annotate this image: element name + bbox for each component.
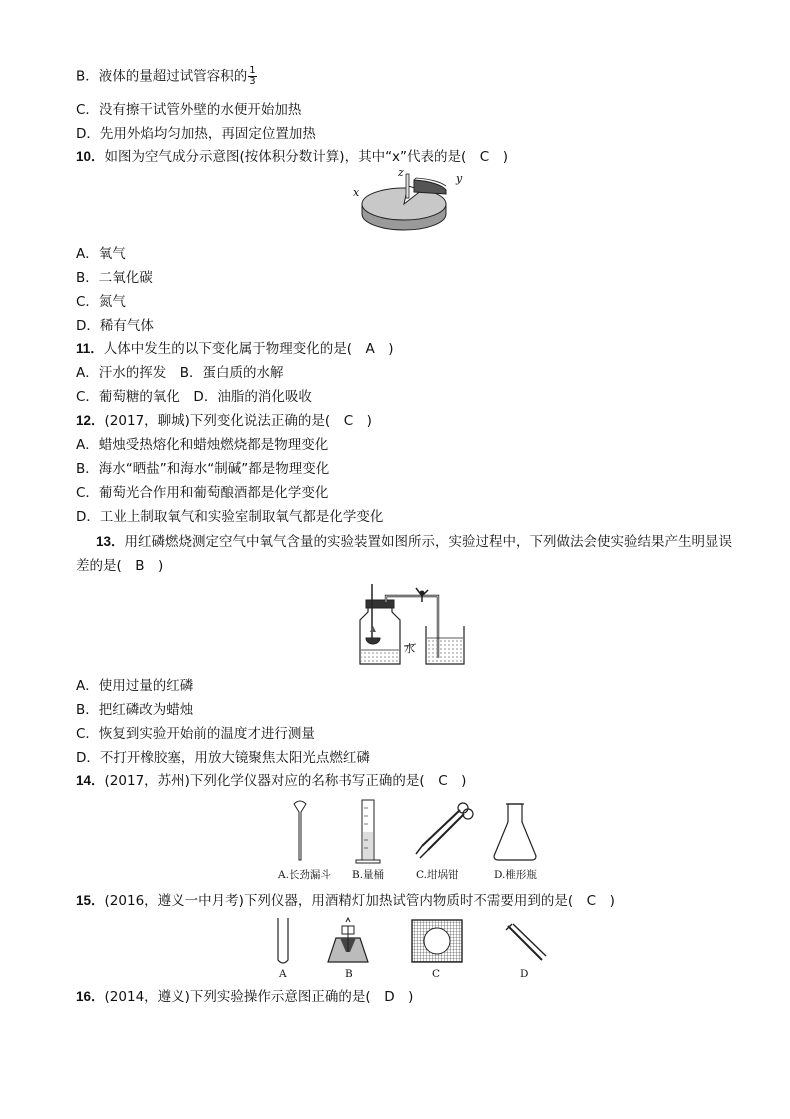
q13-option-b: B．把红磷改为蜡烛: [76, 702, 194, 718]
q10-option-a: A．氧气: [76, 246, 126, 262]
fig-label-x: x: [353, 186, 360, 199]
q9-option-b: [76, 66, 257, 87]
q13-stem-text: 用红磷燃烧测定空气中氧气含量的实验装置如图所示，实验过程中，下列做法会使实验结果产生明显误: [124, 534, 733, 550]
fig-label-y: y: [456, 172, 463, 185]
caption-b: B: [345, 968, 353, 980]
q13-option-d: D．不打开橡胶塞，用放大镜聚焦太阳光点燃红磷: [76, 750, 370, 766]
q12-number: 12．: [76, 413, 105, 428]
fraction: [248, 66, 256, 87]
q11-options-ab: A．汗水的挥发 B．蛋白质的水解: [76, 365, 284, 381]
q10-number: 10．: [76, 149, 105, 164]
q9-option-d: D．先用外焰均匀加热，再固定位置加热: [76, 126, 316, 142]
q10-stem-text: 如图为空气成分示意图(按体积分数计算)，其中“x”代表的是( C ): [104, 149, 509, 165]
test-tube-holder-icon: [506, 924, 546, 960]
q16-number: 16．: [76, 989, 105, 1004]
q13-number: 13．: [96, 534, 125, 549]
caption-c: C: [432, 968, 441, 980]
q12-option-a: A．蜡烛受热熔化和蜡烛燃烧都是物理变化: [76, 437, 329, 453]
q10-option-c: C．氮气: [76, 294, 126, 310]
long-neck-funnel-icon: [294, 801, 306, 860]
fig-label-water: 水: [404, 642, 415, 655]
q15-instruments-figure: [270, 916, 550, 968]
caption-a-funnel: A.长劲漏斗: [278, 869, 331, 881]
q10-option-d: D．稀有气体: [76, 318, 154, 334]
fig-label-z: z: [398, 166, 404, 179]
fraction-numerator: 1: [249, 65, 256, 76]
q15-stem: [76, 892, 615, 910]
caption-b-cylinder: B.量桶: [352, 869, 385, 881]
q10-stem: [76, 148, 508, 166]
test-tube-icon: [278, 918, 288, 963]
q14-stem-text: (2017，苏州)下列化学仪器对应的名称书写正确的是( C ): [104, 773, 467, 789]
q15-stem-text: (2016，遵义一中月考)下列仪器，用酒精灯加热试管内物质时不需要用到的是( C ): [104, 893, 615, 909]
q14-number: 14．: [76, 773, 105, 788]
q16-stem-text: (2014，遵义)下列实验操作示意图正确的是( D ): [104, 989, 414, 1005]
q13-option-c: C．恢复到实验开始前的温度才进行测量: [76, 726, 315, 742]
q12-option-d: D．工业上制取氧气和实验室制取氧气都是化学变化: [76, 509, 384, 525]
q13-option-a: A．使用过量的红磷: [76, 678, 194, 694]
q11-number: 11．: [76, 341, 104, 356]
graduated-cylinder-icon: [356, 800, 380, 863]
q14-instruments-figure: [280, 796, 550, 866]
fraction-denominator: 3: [249, 76, 256, 87]
q10-option-b: B．二氧化碳: [76, 270, 153, 286]
alcohol-lamp-icon: [328, 918, 368, 962]
q9-option-b-text: B．液体的量超过试管容积的: [76, 68, 248, 85]
red-phosphorus-apparatus-figure: [352, 580, 472, 670]
q12-stem-text: (2017，聊城)下列变化说法正确的是( C ): [104, 413, 372, 429]
q13-stem-line2: 差的是( B ): [76, 558, 164, 574]
q15-number: 15．: [76, 893, 105, 908]
q11-stem-text: 人体中发生的以下变化属于物理变化的是( A ): [103, 341, 394, 357]
caption-a: A: [279, 968, 287, 980]
caption-d: D: [520, 968, 529, 980]
crucible-tongs-icon: [416, 803, 473, 858]
q14-stem: [76, 772, 466, 790]
conical-flask-icon: [494, 804, 536, 860]
q12-stem: [76, 412, 372, 430]
q11-stem: [76, 340, 394, 358]
caption-c-tongs: C.坩埚钳: [416, 869, 459, 881]
q12-option-b: B．海水“晒盐”和海水“制碱”都是物理变化: [76, 461, 330, 477]
q9-option-c: C．没有擦干试管外壁的水便开始加热: [76, 102, 302, 118]
q16-stem: [76, 988, 413, 1006]
q12-option-c: C．葡萄光合作用和葡萄酿酒都是化学变化: [76, 485, 329, 501]
q13-stem-line1: [96, 533, 732, 551]
caption-d-flask: D.椎形瓶: [494, 869, 537, 881]
q11-options-cd: C．葡萄糖的氧化 D．油脂的消化吸收: [76, 389, 312, 405]
asbestos-gauze-icon: [412, 920, 462, 962]
